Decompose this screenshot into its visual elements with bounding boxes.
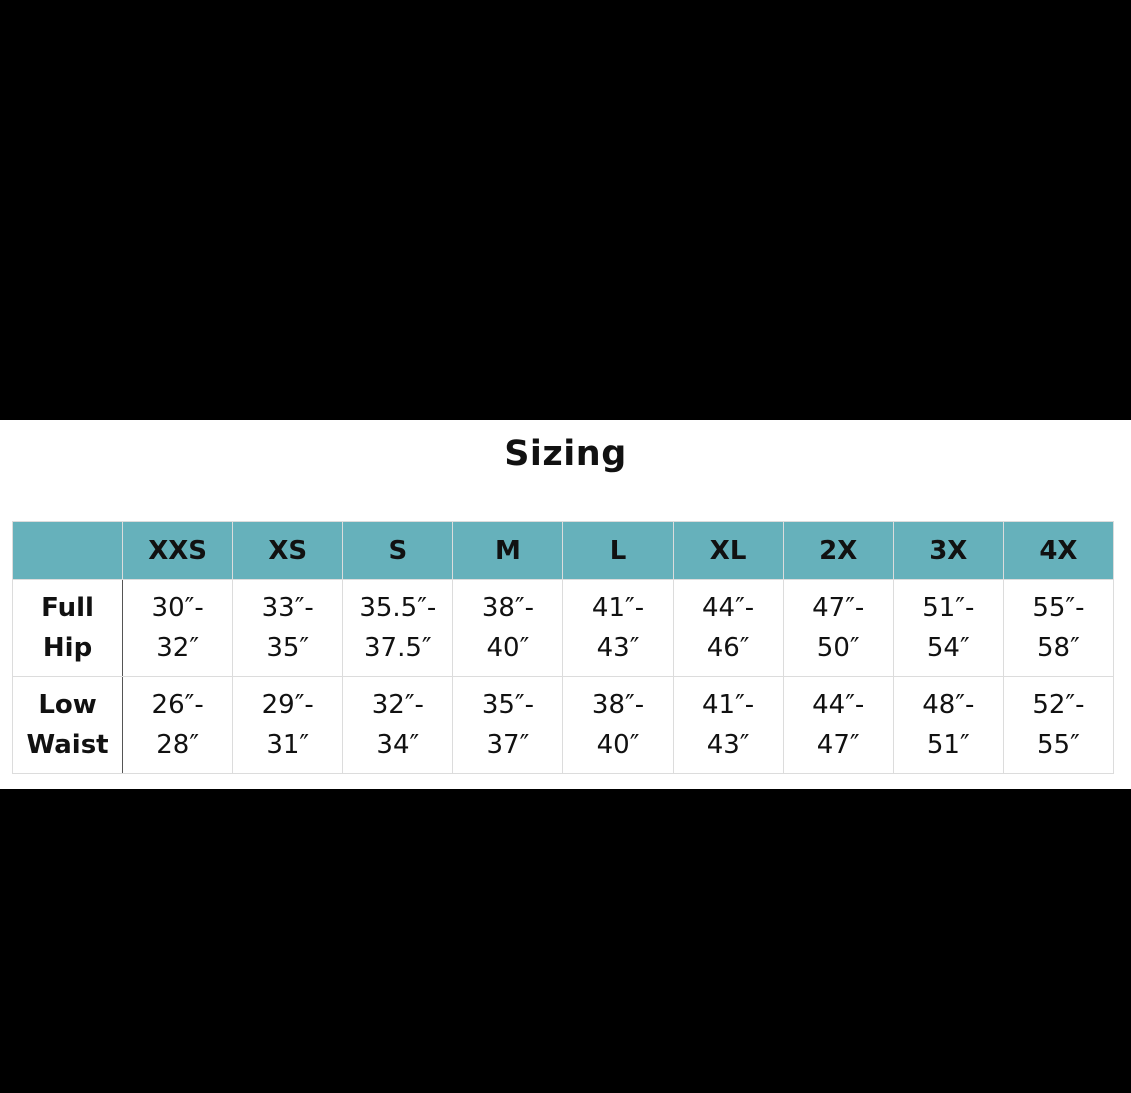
cell-max: 43″ — [596, 633, 640, 663]
cell-min: 30″- — [151, 593, 204, 623]
header-corner — [13, 522, 123, 580]
row-label-line: Hip — [42, 633, 93, 663]
cell-min: 33″- — [261, 593, 314, 623]
header-size-l: L — [563, 522, 673, 580]
header-size-xs: XS — [233, 522, 343, 580]
table-row-full-hip — [13, 580, 1114, 677]
cell-min: 51″- — [922, 593, 975, 623]
table-cell — [893, 580, 1003, 677]
table-cell — [1003, 677, 1113, 774]
table-cell — [783, 580, 893, 677]
header-size-2x: 2X — [783, 522, 893, 580]
cell-min: 52″- — [1032, 690, 1085, 720]
row-label-full-hip — [13, 580, 123, 677]
cell-max: 40″ — [486, 633, 530, 663]
cell-max: 54″ — [926, 633, 970, 663]
header-size-4x: 4X — [1003, 522, 1113, 580]
cell-max: 51″ — [926, 730, 970, 760]
header-size-xl: XL — [673, 522, 783, 580]
cell-min: 41″- — [591, 593, 645, 623]
header-size-s: S — [343, 522, 453, 580]
table-cell — [563, 580, 673, 677]
row-label-line: Low — [38, 690, 97, 720]
row-label-low-waist — [13, 677, 123, 774]
table-cell — [343, 580, 453, 677]
table-cell — [563, 677, 673, 774]
cell-min: 29″- — [261, 690, 314, 720]
cell-max: 37″ — [486, 730, 530, 760]
cell-max: 50″ — [816, 633, 860, 663]
cell-max: 46″ — [706, 633, 750, 663]
table-cell — [343, 677, 453, 774]
table-cell — [893, 677, 1003, 774]
table-cell — [233, 580, 343, 677]
cell-max: 37.5″ — [364, 633, 432, 663]
table-cell — [673, 580, 783, 677]
table-header-row — [13, 522, 1114, 580]
cell-max: 34″ — [376, 730, 420, 760]
cell-max: 55″ — [1037, 730, 1080, 760]
cell-min: 35″- — [481, 690, 535, 720]
table-cell — [453, 580, 563, 677]
cell-max: 47″ — [816, 730, 860, 760]
table-cell — [1003, 580, 1113, 677]
sizing-table — [12, 521, 1114, 774]
cell-min: 44″- — [812, 690, 865, 720]
cell-max: 58″ — [1037, 633, 1080, 663]
cell-min: 41″- — [702, 690, 755, 720]
cell-min: 26″- — [151, 690, 204, 720]
cell-min: 48″- — [922, 690, 975, 720]
cell-max: 43″ — [706, 730, 750, 760]
header-size-xxs: XXS — [123, 522, 233, 580]
cell-min: 32″- — [371, 690, 424, 720]
cell-min: 44″- — [702, 593, 755, 623]
table-cell — [123, 580, 233, 677]
header-size-3x: 3X — [893, 522, 1003, 580]
cell-max: 35″ — [266, 633, 310, 663]
row-label-line: Waist — [26, 730, 109, 760]
cell-min: 55″- — [1032, 593, 1085, 623]
table-cell — [123, 677, 233, 774]
table-cell — [453, 677, 563, 774]
cell-max: 28″ — [156, 730, 200, 760]
cell-max: 40″ — [596, 730, 640, 760]
table-cell — [673, 677, 783, 774]
table-cell — [233, 677, 343, 774]
cell-min: 38″- — [481, 593, 535, 623]
page-title: Sizing — [504, 434, 627, 474]
table-row-low-waist — [13, 677, 1114, 774]
cell-min: 38″- — [591, 690, 645, 720]
cell-min: 35.5″- — [359, 593, 437, 623]
row-label-line: Full — [41, 593, 94, 623]
cell-min: 47″- — [812, 593, 865, 623]
cell-max: 32″ — [156, 633, 200, 663]
cell-max: 31″ — [266, 730, 310, 760]
header-size-m: M — [453, 522, 563, 580]
table-cell — [783, 677, 893, 774]
